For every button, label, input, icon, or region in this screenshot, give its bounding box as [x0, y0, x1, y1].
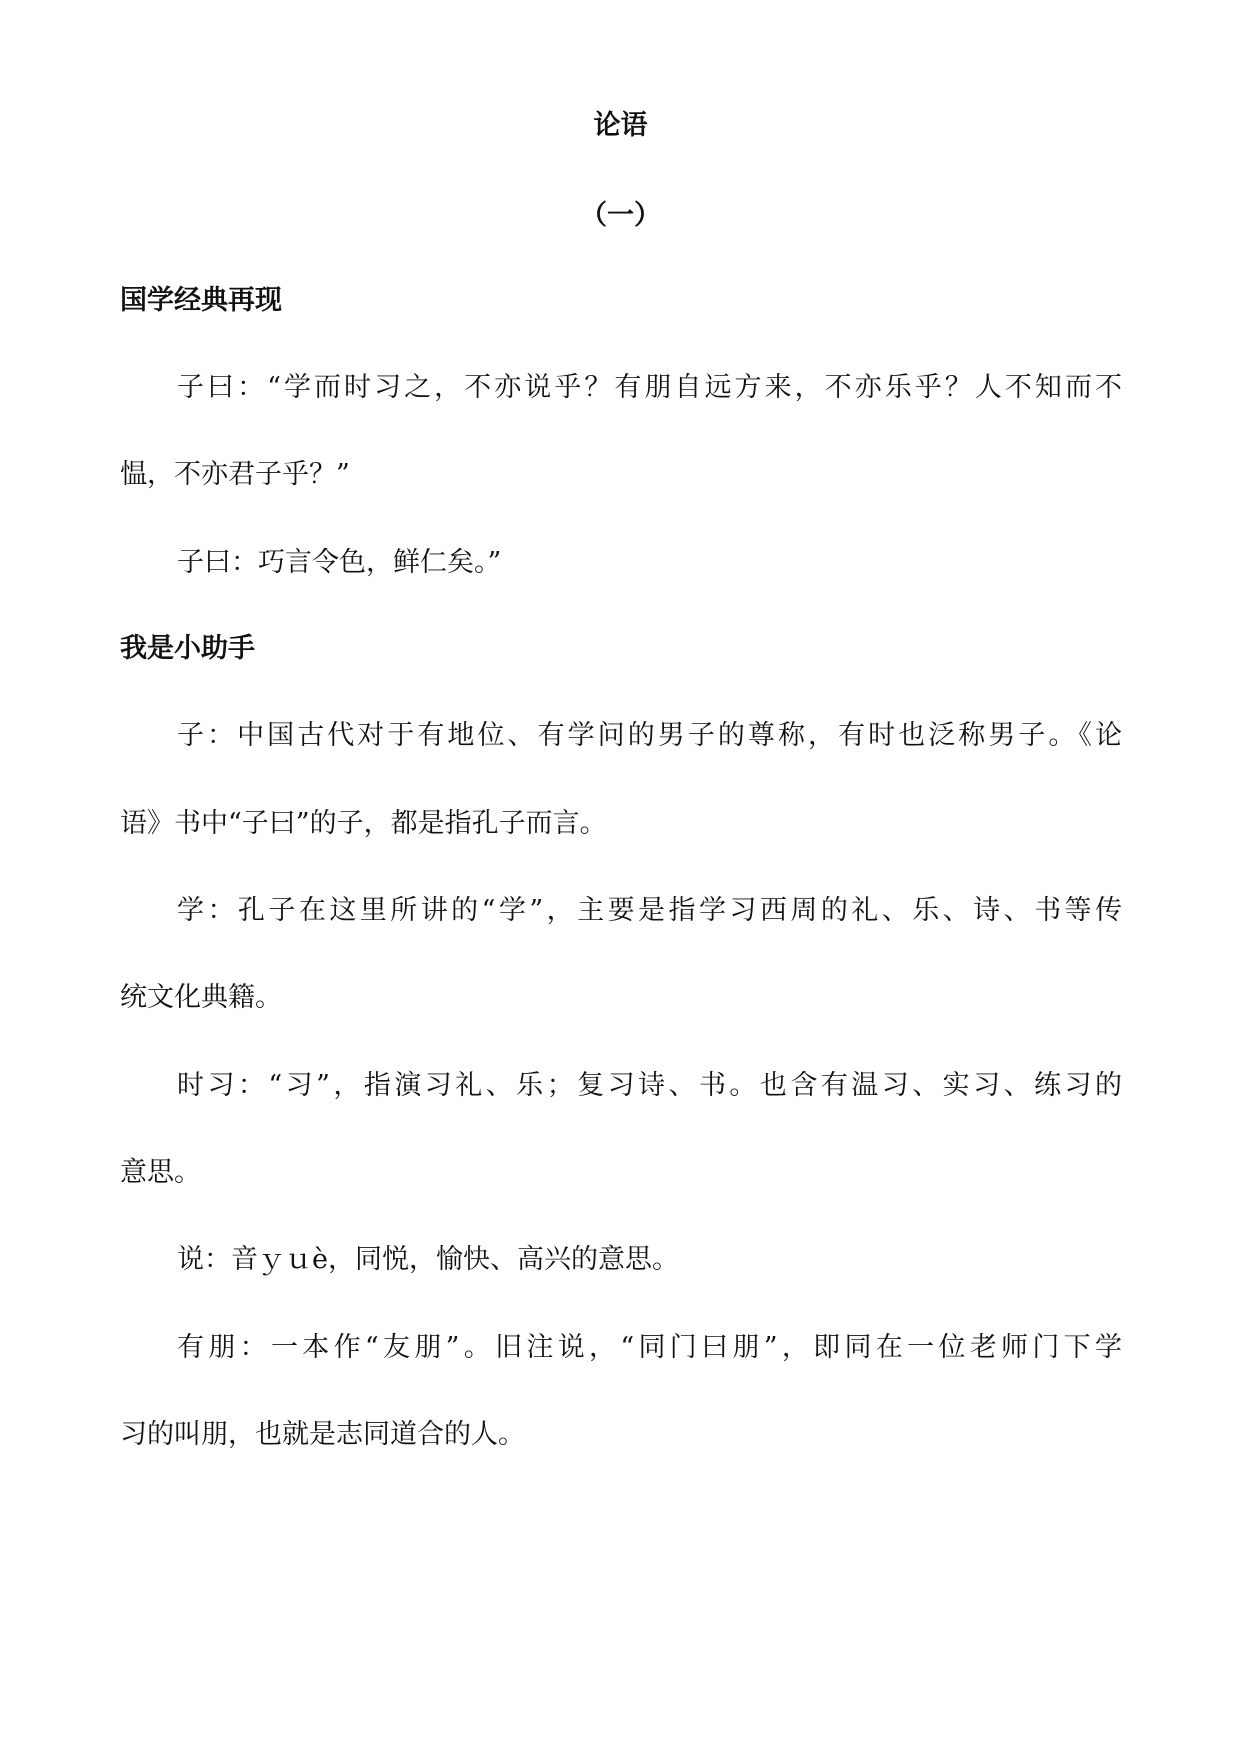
classic-paragraph-2: 子曰：巧言令色，鲜仁矣。”	[177, 547, 502, 578]
classic-paragraph-1-line-2: 愠，不亦君子乎？”	[120, 459, 350, 490]
heading-helper: 我是小助手	[120, 633, 255, 664]
note-shixi-line-2: 意思。	[120, 1157, 201, 1188]
section-number: （一）	[580, 200, 661, 231]
note-shixi-line-1: 时习：“习”，指演习礼、乐；复习诗、书。也含有温习、实习、练习的	[177, 1070, 1122, 1101]
note-xue-line-1: 学：孔子在这里所讲的“学”，主要是指学习西周的礼、乐、诗、书等传	[177, 895, 1122, 926]
note-youpeng-line-2: 习的叫朋，也就是志同道合的人。	[120, 1419, 525, 1450]
heading-classic: 国学经典再现	[120, 285, 282, 316]
classic-paragraph-1-line-1: 子曰：“学而时习之，不亦说乎？有朋自远方来，不亦乐乎？人不知而不	[177, 372, 1122, 403]
document-title: 论语	[593, 110, 648, 141]
note-youpeng-line-1: 有朋：一本作“友朋”。旧注说，“同门曰朋”，即同在一位老师门下学	[177, 1332, 1122, 1363]
note-yue: 说：音ｙｕè，同悦，愉快、高兴的意思。	[177, 1244, 679, 1275]
note-xue-line-2: 统文化典籍。	[120, 982, 282, 1013]
note-zi-line-2: 语》书中“子曰”的子，都是指孔子而言。	[120, 808, 607, 839]
note-zi-line-1: 子：中国古代对于有地位、有学问的男子的尊称，有时也泛称男子。《论	[177, 720, 1122, 751]
